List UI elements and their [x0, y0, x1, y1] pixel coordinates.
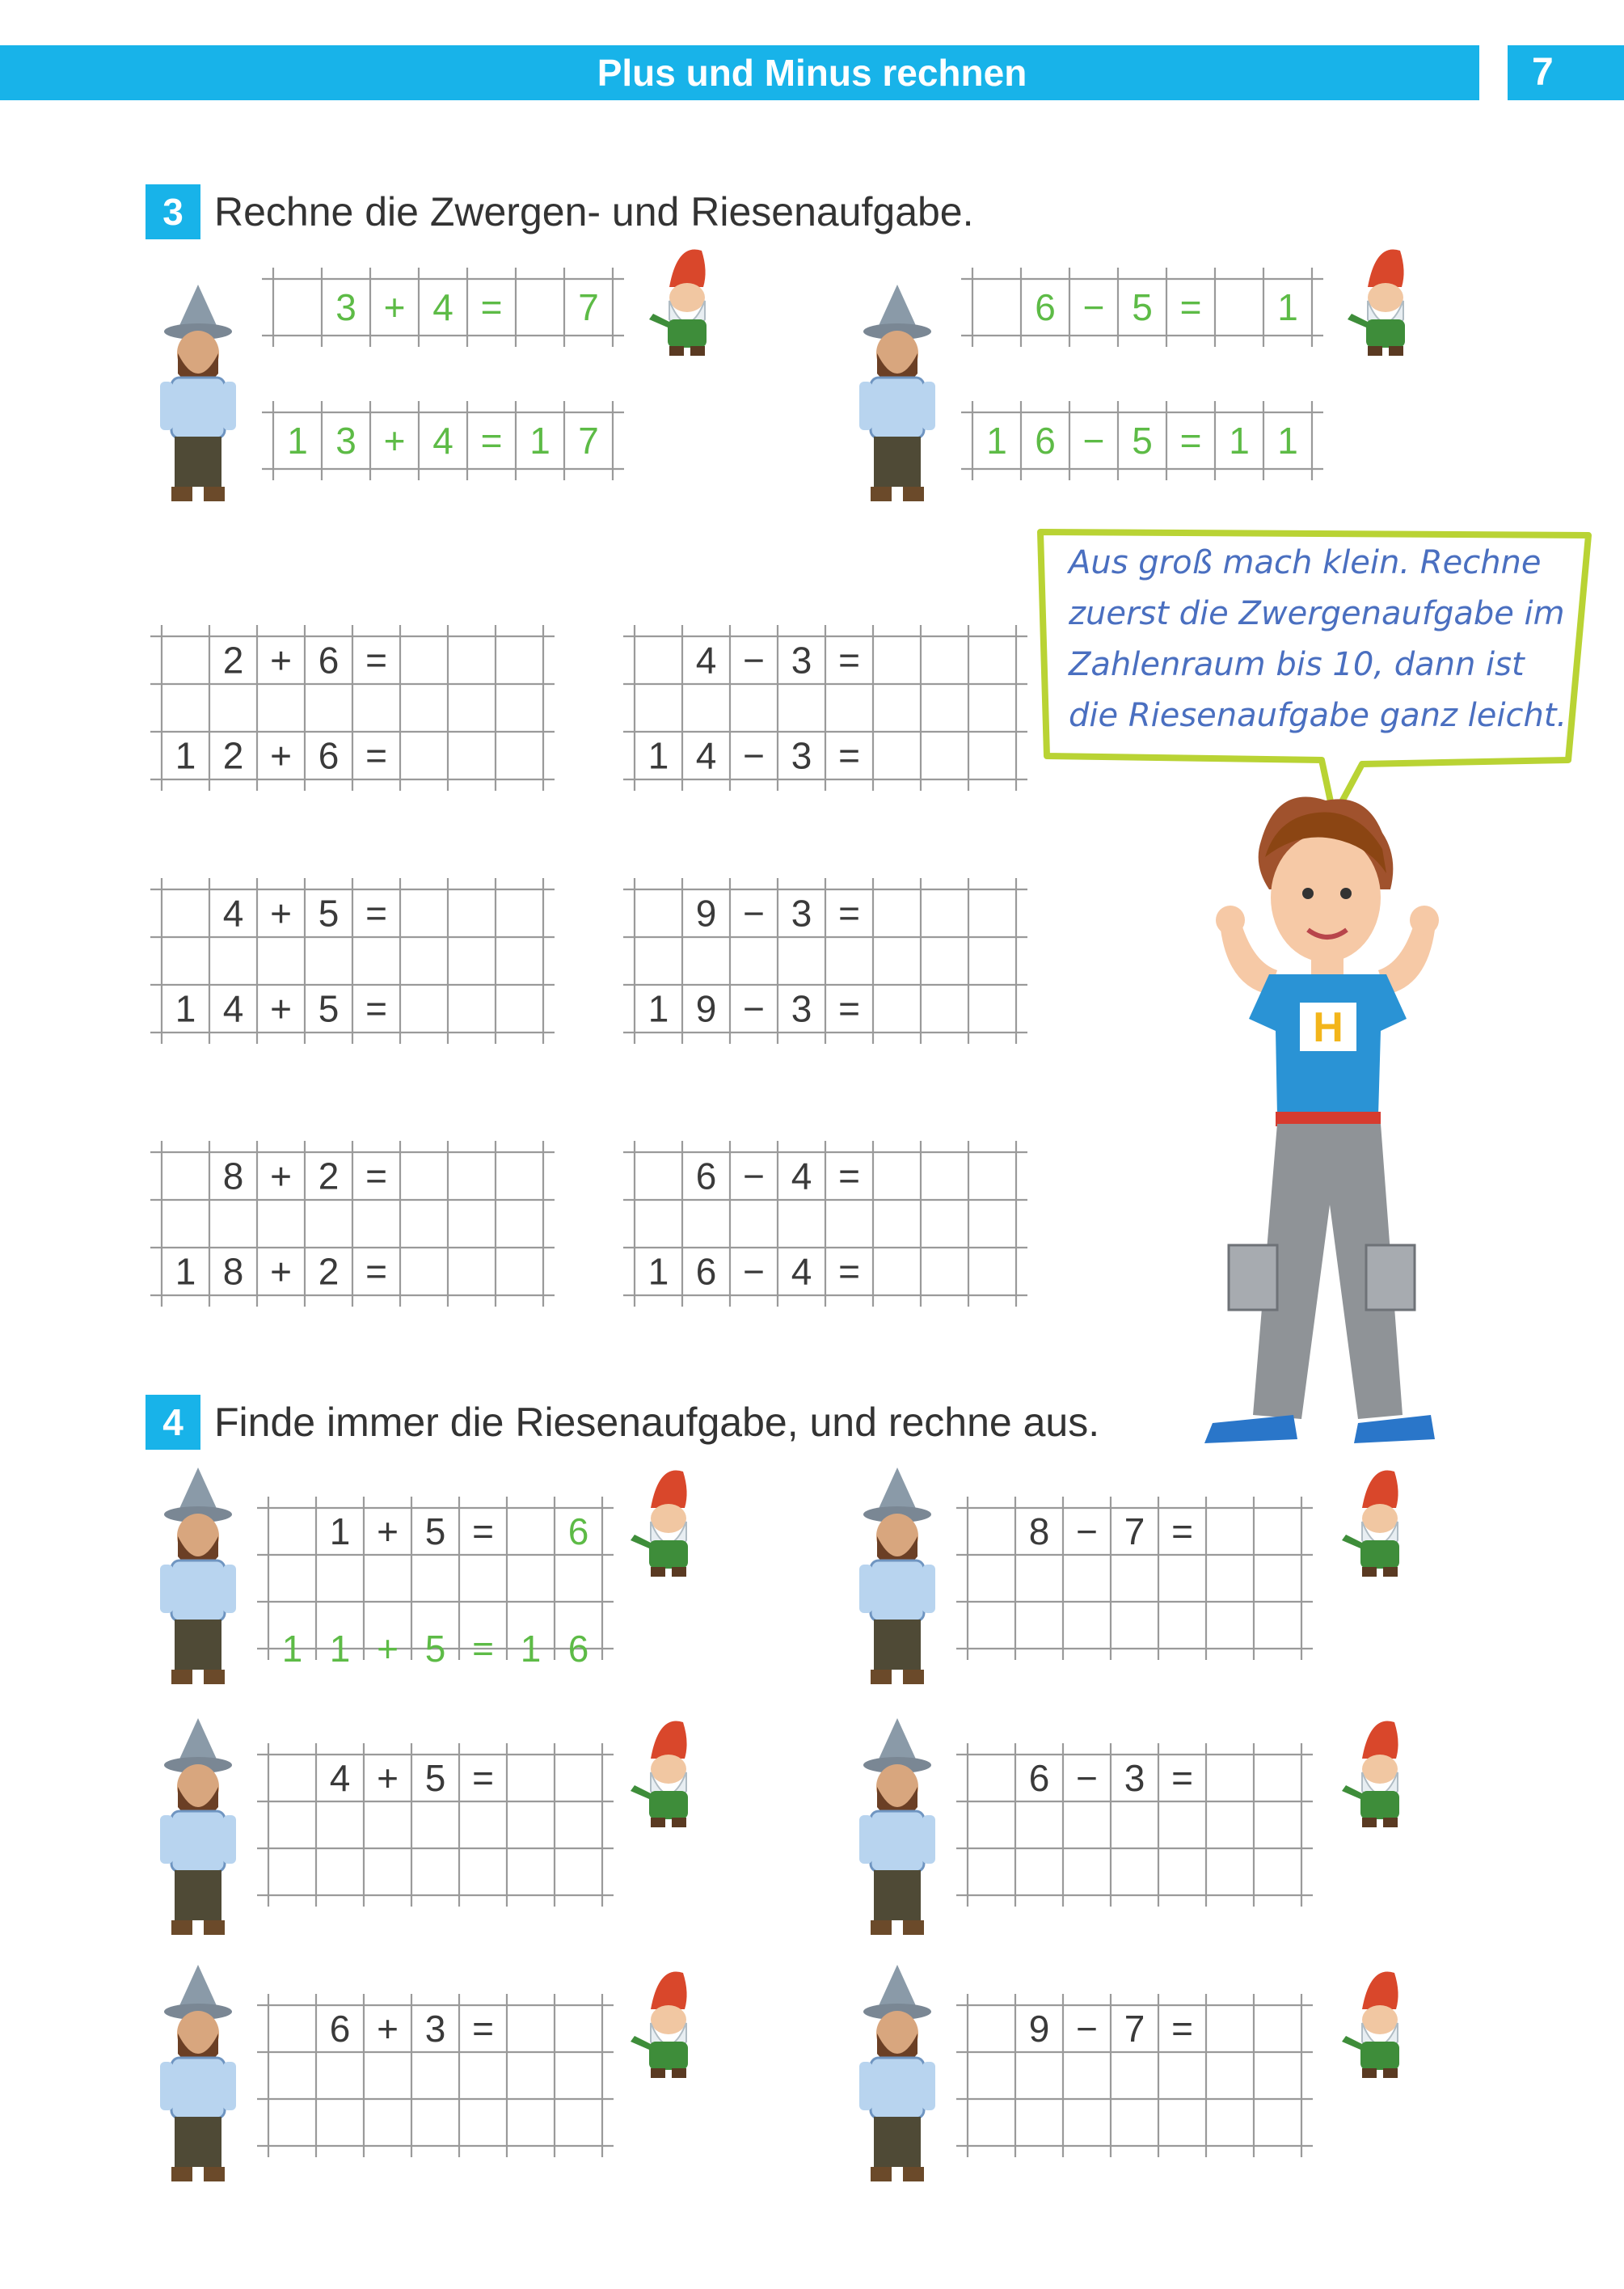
grid-cell-text: =: [480, 420, 503, 462]
grid-cell-text: 5: [424, 1757, 446, 1799]
grid-cell-text: =: [480, 286, 503, 328]
grid-cell-text: 1: [647, 1250, 669, 1293]
speech-bubble-text: [1069, 538, 1586, 741]
grid-cell-text: 6: [567, 1628, 589, 1670]
grid-cell-text: 1: [329, 1628, 351, 1670]
bubble-line: Zahlenraum bis 10, dann ist: [1069, 646, 1525, 683]
page-title: Plus und Minus rechnen: [597, 52, 1027, 94]
grid-cell-text: 3: [791, 734, 812, 777]
grid-cell-text: 7: [578, 420, 599, 462]
grid-cell-text: =: [365, 734, 387, 777]
grid-cell-text: 8: [222, 1155, 244, 1197]
grid-cell-text: −: [743, 639, 765, 682]
task-4-number: 4: [146, 1395, 200, 1450]
grid-cell-text: =: [838, 892, 860, 935]
grid-cell-text: −: [1082, 286, 1105, 328]
grid-cell-text: 1: [175, 1250, 196, 1293]
task3-pair-5: [146, 1140, 513, 1322]
grid-cell-text: =: [472, 1757, 494, 1799]
svg-text:H: H: [1313, 1004, 1343, 1051]
task3-example-1-big: [257, 400, 629, 481]
grid-cell-text: 1: [281, 1628, 303, 1670]
grid-cell-text: 1: [647, 987, 669, 1030]
grid-cell-text: 7: [1124, 1510, 1145, 1552]
grid-cell-text: 3: [791, 987, 812, 1030]
grid-cell-text: =: [365, 1155, 387, 1197]
grid-cell-text: 6: [329, 2008, 351, 2050]
giant-figure-icon: [853, 1965, 942, 2194]
giant-figure-icon: [853, 285, 942, 514]
grid-cell-text: =: [1179, 420, 1202, 462]
grid-cell-text: −: [743, 892, 765, 935]
dwarf-figure-icon: [1338, 1965, 1419, 2089]
grid-cell-text: =: [365, 1250, 387, 1293]
grid-cell-text: 4: [432, 420, 453, 462]
grid-cell-text: +: [377, 2008, 399, 2050]
task3-example-1-small: [257, 267, 629, 348]
grid-cell-text: 5: [318, 892, 340, 935]
grid-cell-text: +: [383, 420, 406, 462]
giant-figure-icon: [853, 1718, 942, 1948]
grid-cell-text: 4: [432, 286, 453, 328]
grid-cell-text: 4: [329, 1757, 351, 1799]
grid-cell-text: 6: [695, 1155, 717, 1197]
task3-pair-1: [146, 624, 513, 806]
dwarf-figure-icon: [1343, 243, 1424, 367]
giant-figure-icon: [154, 285, 243, 514]
grid-cell-text: 6: [695, 1250, 717, 1293]
grid-cell-text: =: [365, 892, 387, 935]
grid-cell-text: =: [472, 1628, 494, 1670]
grid-cell-text: =: [365, 639, 387, 682]
page-number: 7: [1508, 45, 1624, 100]
grid-cell-text: 3: [791, 892, 812, 935]
task3-pair-4: [618, 877, 986, 1059]
grid-cell-text: 1: [529, 420, 550, 462]
grid-cell-text: 2: [222, 639, 244, 682]
grid-cell-text: +: [377, 1628, 399, 1670]
task-3-instruction: Rechne die Zwergen- und Riesenaufgabe.: [214, 189, 974, 234]
grid-cell-text: 6: [1035, 286, 1056, 328]
grid-cell-text: 8: [222, 1250, 244, 1293]
grid-cell-text: 2: [222, 734, 244, 777]
grid-cell-text: 1: [520, 1628, 542, 1670]
grid-cell-text: +: [270, 987, 292, 1030]
grid-cell-text: +: [377, 1757, 399, 1799]
task4-item-6: [956, 1997, 1312, 2155]
grid-cell-text: 2: [318, 1250, 340, 1293]
grid-cell-text: +: [377, 1510, 399, 1552]
task-4-instruction: Finde immer die Riesenaufgabe, und rechne aus.: [214, 1400, 1100, 1445]
dwarf-figure-icon: [626, 1965, 707, 2089]
task4-item-1: [257, 1500, 613, 1670]
grid-cell-text: =: [365, 987, 387, 1030]
grid-cell-text: 5: [424, 1628, 446, 1670]
grid-cell-text: +: [270, 734, 292, 777]
grid-cell-text: 4: [695, 639, 717, 682]
bubble-line: Aus groß mach klein. Rechne: [1069, 544, 1542, 581]
grid-cell-text: −: [743, 734, 765, 777]
grid-cell-text: 4: [695, 734, 717, 777]
task4-item-3: [257, 1746, 613, 1904]
task3-example-2-small: [956, 267, 1328, 348]
task4-item-4: [956, 1746, 1312, 1904]
giant-figure-icon: [154, 1468, 243, 1697]
grid-cell-text: 1: [175, 734, 196, 777]
grid-cell-text: 4: [791, 1250, 812, 1293]
grid-cell-text: 6: [567, 1510, 589, 1552]
grid-cell-text: =: [472, 1510, 494, 1552]
grid-cell-text: 2: [318, 1155, 340, 1197]
grid-cell-text: 1: [647, 734, 669, 777]
grid-cell-text: +: [383, 286, 406, 328]
grid-cell-text: −: [743, 1250, 765, 1293]
dwarf-figure-icon: [626, 1714, 707, 1839]
grid-cell-text: =: [1171, 1757, 1193, 1799]
grid-cell-text: 1: [287, 420, 308, 462]
task3-pair-3: [146, 877, 513, 1059]
grid-cell-text: +: [270, 1250, 292, 1293]
grid-cell-text: 1: [1277, 420, 1298, 462]
grid-cell-text: 4: [222, 892, 244, 935]
grid-cell-text: =: [838, 1250, 860, 1293]
grid-cell-text: 1: [175, 987, 196, 1030]
grid-cell-text: =: [1171, 1510, 1193, 1552]
grid-cell-text: 4: [791, 1155, 812, 1197]
grid-cell-text: 6: [1028, 1757, 1050, 1799]
grid-cell-text: 5: [1132, 420, 1153, 462]
grid-cell-text: 7: [578, 286, 599, 328]
grid-cell-text: −: [1076, 2008, 1098, 2050]
grid-cell-text: 9: [695, 892, 717, 935]
giant-figure-icon: [154, 1718, 243, 1948]
grid-cell-text: =: [838, 734, 860, 777]
grid-cell-text: 3: [335, 420, 356, 462]
grid-cell-text: =: [838, 987, 860, 1030]
grid-cell-text: 8: [1028, 1510, 1050, 1552]
task3-example-2-big: [956, 400, 1328, 481]
grid-cell-text: 5: [318, 987, 340, 1030]
grid-cell-text: 3: [335, 286, 356, 328]
grid-cell-text: =: [838, 1155, 860, 1197]
grid-cell-text: −: [1076, 1757, 1098, 1799]
giant-figure-icon: [853, 1468, 942, 1697]
task3-pair-2: [618, 624, 986, 806]
grid-cell-text: 1: [1229, 420, 1250, 462]
grid-cell-text: −: [1076, 1510, 1098, 1552]
grid-cell-text: =: [1171, 2008, 1193, 2050]
grid-cell-text: 4: [222, 987, 244, 1030]
grid-cell-text: 3: [791, 639, 812, 682]
grid-cell-text: 3: [424, 2008, 446, 2050]
dwarf-figure-icon: [645, 243, 726, 367]
grid-cell-text: 5: [1132, 286, 1153, 328]
bubble-line: die Riesenaufgabe ganz leicht.: [1069, 697, 1567, 734]
grid-cell-text: 1: [986, 420, 1007, 462]
grid-cell-text: +: [270, 639, 292, 682]
grid-cell-text: −: [743, 1155, 765, 1197]
giant-figure-icon: [154, 1965, 243, 2194]
dwarf-figure-icon: [626, 1463, 707, 1588]
grid-cell-text: 9: [695, 987, 717, 1030]
task-3-number: 3: [146, 184, 200, 239]
boy-mascot-icon: [1196, 784, 1439, 1447]
grid-cell-text: 5: [424, 1510, 446, 1552]
grid-cell-text: +: [270, 1155, 292, 1197]
grid-cell-text: =: [1179, 286, 1202, 328]
grid-cell-text: −: [743, 987, 765, 1030]
task3-pair-6: [618, 1140, 986, 1322]
grid-cell-text: 6: [318, 639, 340, 682]
grid-cell-text: 3: [1124, 1757, 1145, 1799]
grid-cell-text: −: [1082, 420, 1105, 462]
task4-item-5: [257, 1997, 613, 2155]
bubble-line: zuerst die Zwergenaufgabe im: [1069, 595, 1565, 632]
task4-item-2: [956, 1500, 1312, 1658]
grid-cell-text: 1: [1277, 286, 1298, 328]
grid-cell-text: +: [270, 892, 292, 935]
dwarf-figure-icon: [1338, 1463, 1419, 1588]
grid-cell-text: =: [838, 639, 860, 682]
grid-cell-text: 1: [329, 1510, 351, 1552]
dwarf-figure-icon: [1338, 1714, 1419, 1839]
grid-cell-text: 6: [318, 734, 340, 777]
grid-cell-text: 7: [1124, 2008, 1145, 2050]
grid-cell-text: 9: [1028, 2008, 1050, 2050]
grid-cell-text: =: [472, 2008, 494, 2050]
grid-cell-text: 6: [1035, 420, 1056, 462]
